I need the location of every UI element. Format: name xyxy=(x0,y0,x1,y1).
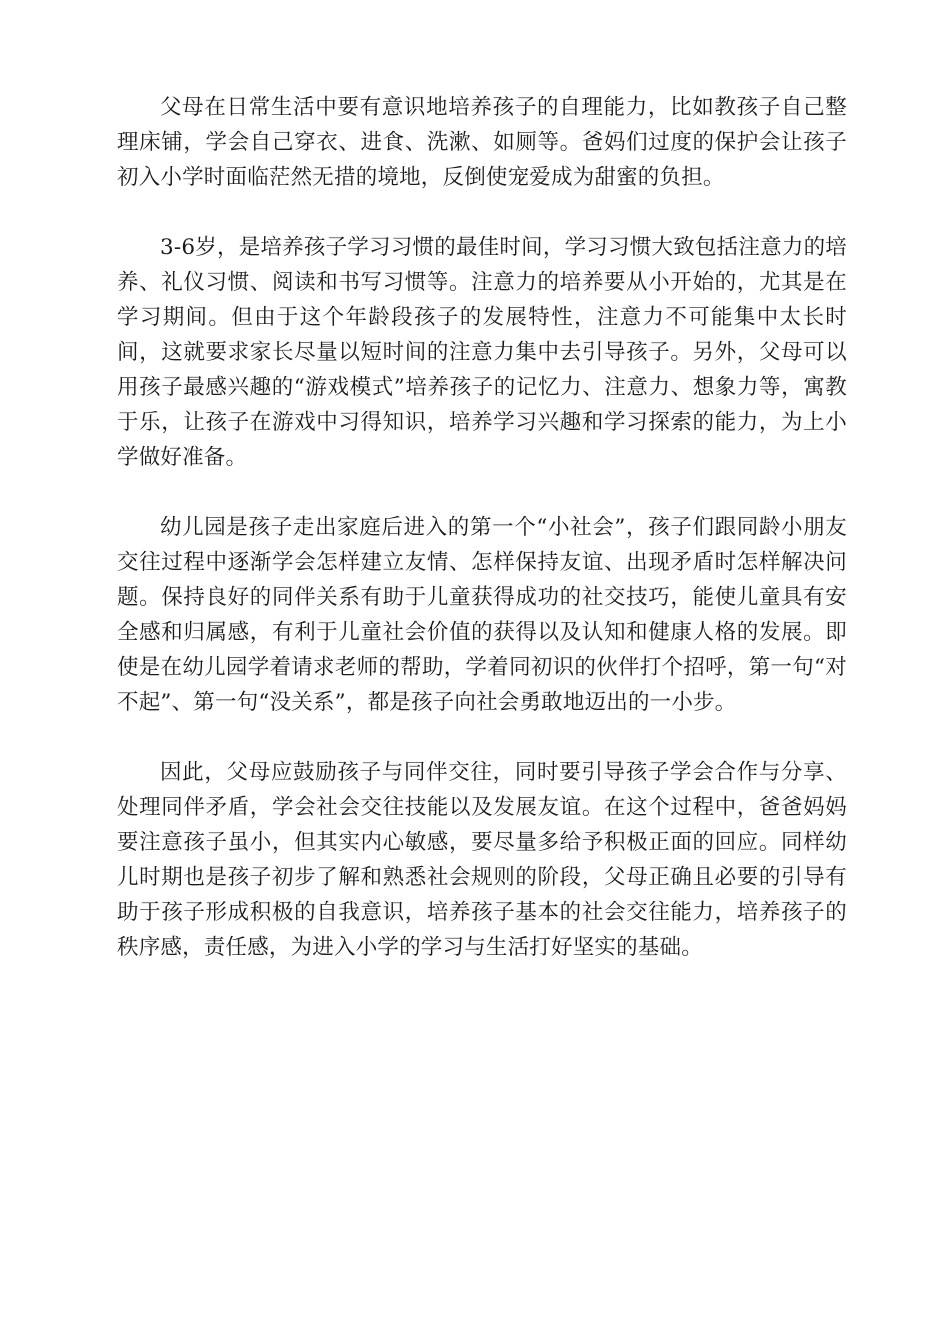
paragraph-encourage-peers: 因此，父母应鼓励孩子与同伴交往，同时要引导孩子学会合作与分享、处理同伴矛盾，学会社会交往技能以及发展友谊。在这个过程中，爸爸妈妈要注意孩子虽小，但其实内心敏感，要尽量多给予积极正面的回应。同样幼儿时期也是孩子初步了解和熟悉社会规则的阶段，父母正确且必要的引导有助于孩子形成积极的自我意识，培养孩子基本的社会交往能力，培养孩子的秩序感，责任感，为进入小学的学习与生活打好坚实的基础。 xyxy=(117,760,847,960)
paragraph-study-habits: 3-6岁，是培养孩子学习习惯的最佳时间，学习习惯大致包括注意力的培养、礼仪习惯、阅读和书写习惯等。注意力的培养要从小开始的，尤其是在学习期间。但由于这个年龄段孩子的发展特性，注意力不可能集中太长时间，这就要求家长尽量以短时间的注意力集中去引导孩子。另外，父母可以用孩子最感兴趣的“游戏模式”培养孩子的记忆力、注意力、想象力等，寓教于乐，让孩子在游戏中习得知识，培养学习兴趣和学习探索的能力，为上小学做好准备。 xyxy=(117,235,847,470)
paragraph-self-care: 父母在日常生活中要有意识地培养孩子的自理能力，比如教孩子自己整理床铺，学会自己穿衣、进食、洗漱、如厕等。爸妈们过度的保护会让孩子初入小学时面临茫然无措的境地，反倒使宠爱成为甜蜜的负担。 xyxy=(117,95,847,190)
paragraph-social-skills: 幼儿园是孩子走出家庭后进入的第一个“小社会”，孩子们跟同龄小朋友交往过程中逐渐学会怎样建立友情、怎样保持友谊、出现矛盾时怎样解决问题。保持良好的同伴关系有助于儿童获得成功的社交技巧，能使儿童具有安全感和归属感，有利于儿童社会价值的获得以及认知和健康人格的发展。即使是在幼儿园学着请求老师的帮助，学着同初识的伙伴打个招呼，第一句“对不起”、第一句“没关系”，都是孩子向社会勇敢地迈出的一小步。 xyxy=(117,515,847,715)
document-body xyxy=(117,90,847,1000)
